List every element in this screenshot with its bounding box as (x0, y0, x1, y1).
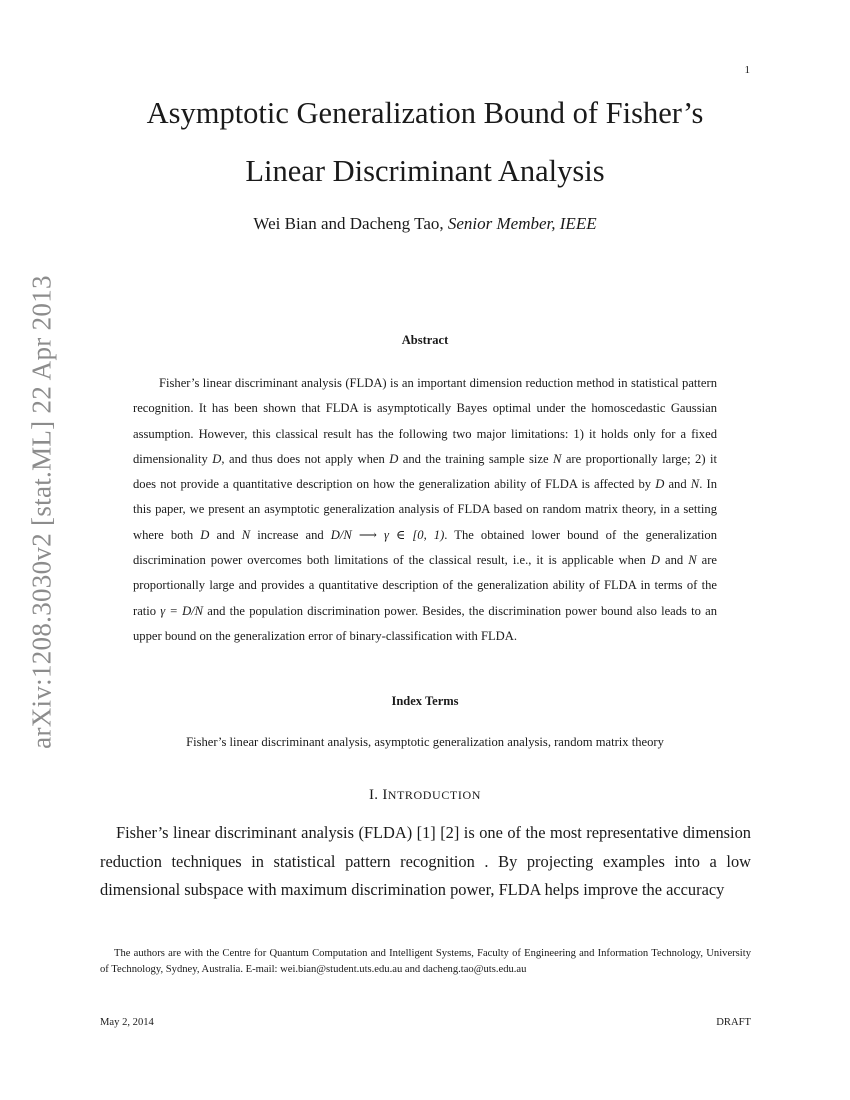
abstract-segment: . The obtained lower bound of the generalization discrimination power overcomes both limitations of the classical result, i.e., it is applicable when (133, 527, 717, 568)
index-terms-text: Fisher’s linear discriminant analysis, asymptotic generalization analysis, random matrix theory (186, 735, 664, 749)
math-expression: D/N ⟶ γ ∈ [0, 1) (330, 527, 445, 542)
authors (0, 214, 850, 234)
author-affiliation: Senior Member, IEEE (447, 214, 597, 233)
math-variable: D (389, 451, 399, 466)
index-terms-heading: Index Terms (391, 694, 459, 708)
footer-draft-label: DRAFT (716, 1017, 751, 1028)
abstract-segment: are proportionally large; 2) it does not provide a quantitative description on how the generalization ability of FLDA is affected by (133, 451, 717, 492)
math-variable: N (690, 477, 700, 492)
paper-title-line-1: Asymptotic Generalization Bound of Fisher’s (146, 96, 704, 130)
abstract-segment: and (659, 553, 689, 568)
math-expression: γ = D/N (160, 603, 204, 618)
paper-title-line-2: Linear Discriminant Analysis (245, 154, 605, 188)
page-number: 1 (744, 64, 750, 76)
section-numeral: I. (369, 787, 379, 803)
section-title-rest: NTRODUCTION (387, 788, 481, 802)
abstract-text (133, 371, 717, 649)
math-variable: D (655, 477, 665, 492)
math-variable: D (212, 451, 222, 466)
math-variable: N (553, 451, 562, 466)
footer-date: May 2, 2014 (100, 1017, 154, 1028)
math-variable: D (650, 553, 660, 568)
abstract-segment: and the training sample size (398, 451, 553, 466)
introduction-paragraph: Fisher’s linear discriminant analysis (FLDA) [1] [2] is one of the most representative dimension reduction techniques in statistical pattern recognition . By projecting examples into a low dimensional subspace with maximum discrimination power, FLDA helps improve the accuracy (100, 823, 751, 899)
abstract-segment: and (664, 477, 691, 492)
abstract-heading: Abstract (401, 333, 449, 347)
math-variable: N (241, 527, 251, 542)
author-footnote: The authors are with the Centre for Quantum Computation and Intelligent Systems, Faculty of Engineering and Information Technology, University of Technology, Sydney, Australia. E-mail: wei.bian@student.uts.edu.au and dacheng.tao@uts.edu.au (100, 948, 751, 975)
math-variable: N (688, 553, 697, 568)
author-names: Wei Bian and Dacheng Tao, (253, 214, 444, 233)
arxiv-identifier-text: arXiv:1208.3030v2 [stat.ML] 22 Apr 2013 (26, 275, 57, 749)
abstract-segment: are proportionally large and provides a quantitative description of the generalization ability of FLDA in terms of the ratio (133, 553, 717, 618)
abstract-segment: , and thus does not apply when (221, 451, 390, 466)
math-variable: D (200, 527, 210, 542)
abstract-segment: . In this paper, we present an asymptotic generalization analysis of FLDA based on random matrix theory, in a setting where both (133, 477, 717, 542)
abstract-segment: and the population discrimination power. Besides, the discrimination power bound also leads to an upper bound on the generalization error of binary-classification with FLDA. (133, 603, 717, 643)
abstract-segment: Fisher’s linear discriminant analysis (FLDA) is an important dimension reduction method in statistical pattern recognition. It has been shown that FLDA is asymptotically Bayes optimal under the homoscedastic Gaussian assumption. However, this classical result has the following two major limitations: 1) it holds only for a fixed dimensionality (133, 376, 717, 466)
abstract-segment: increase and (250, 527, 331, 542)
section-initial: I (382, 787, 388, 803)
section-heading (0, 787, 850, 804)
abstract-segment: and (209, 527, 242, 542)
